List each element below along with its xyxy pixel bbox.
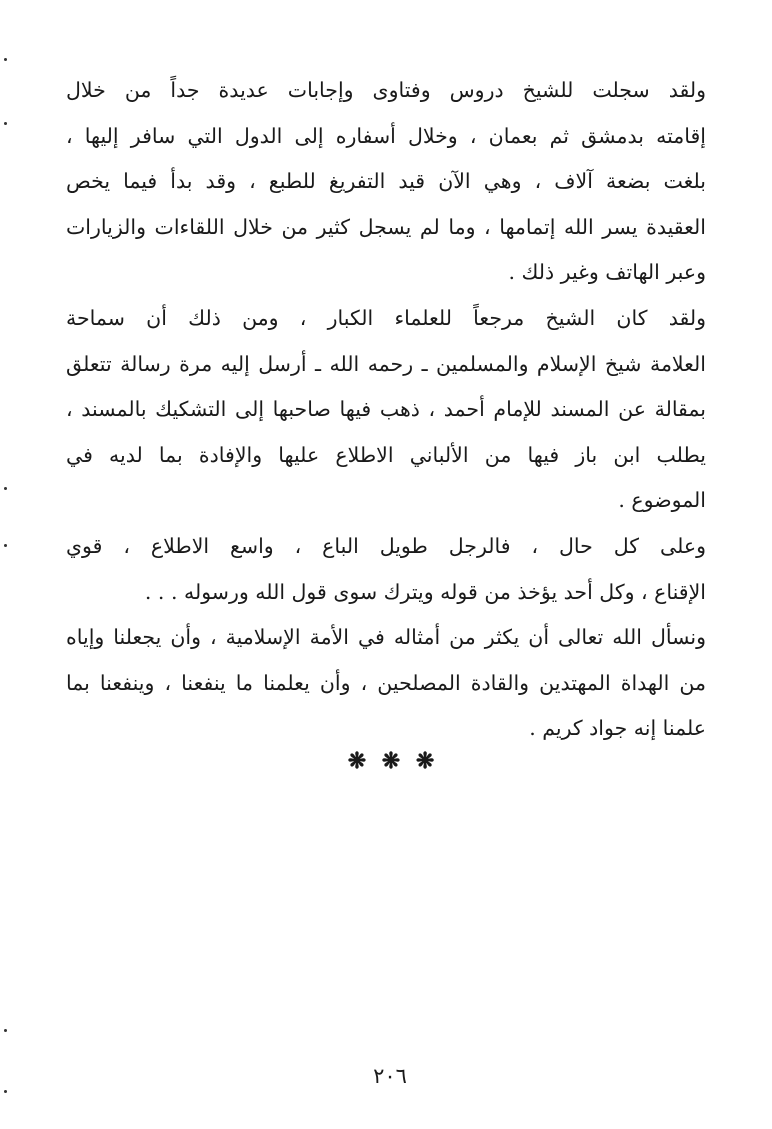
page-number: ٢٠٦ xyxy=(373,1064,407,1088)
paragraph xyxy=(66,68,706,296)
section-separator: ❋ ❋ ❋ xyxy=(347,748,439,774)
margin-mark xyxy=(4,58,7,61)
text-line: بلغت بضعة آلاف ، وهي الآن قيد التفريغ للطبع ، وقد بدأ فيما يخص xyxy=(66,169,706,194)
margin-mark xyxy=(4,487,7,490)
paragraph xyxy=(66,615,706,752)
text-line: الإقناع ، وكل أحد يؤخذ من قوله ويترك سوى قول الله ورسوله . . . xyxy=(144,579,706,604)
text-line: الموضوع . xyxy=(618,488,706,513)
text-line: يطلب ابن باز فيها من الألباني الاطلاع عليها والإفادة بما لديه في xyxy=(66,442,706,467)
body-text xyxy=(66,68,706,752)
text-line: إقامته بدمشق ثم بعمان ، وخلال أسفاره إلى الدول التي سافر إليها ، xyxy=(66,123,706,148)
margin-mark xyxy=(4,1029,7,1032)
text-line: وعلى كل حال ، فالرجل طويل الباع ، واسع الاطلاع ، قوي xyxy=(66,533,706,558)
margin-mark xyxy=(4,122,7,125)
text-line: علمنا إنه جواد كريم . xyxy=(529,716,706,741)
text-line: ولقد كان الشيخ مرجعاً للعلماء الكبار ، ومن ذلك أن سماحة xyxy=(66,305,706,330)
text-line: العقيدة يسر الله إتمامها ، وما لم يسجل كثير من خلال اللقاءات والزيارات xyxy=(66,214,706,239)
paragraph xyxy=(66,524,706,615)
text-line: ولقد سجلت للشيخ دروس وفتاوى وإجابات عديدة جداً من خلال xyxy=(66,78,706,102)
margin-mark xyxy=(4,1090,7,1093)
text-line: وعبر الهاتف وغير ذلك . xyxy=(508,260,706,285)
paragraph xyxy=(66,296,706,524)
text-line: من الهداة المهتدين والقادة المصلحين ، وأن يعلمنا ما ينفعنا ، وينفعنا بما xyxy=(66,670,706,695)
text-line: العلامة شيخ الإسلام والمسلمين ـ رحمه الله ـ أرسل إليه مرة رسالة تتعلق xyxy=(66,351,706,376)
text-line: ونسأل الله تعالى أن يكثر من أمثاله في الأمة الإسلامية ، وأن يجعلنا وإياه xyxy=(66,625,706,650)
margin-mark xyxy=(4,544,7,547)
text-line: بمقالة عن المسند للإمام أحمد ، ذهب فيها صاحبها إلى التشكيك بالمسند ، xyxy=(66,397,706,422)
